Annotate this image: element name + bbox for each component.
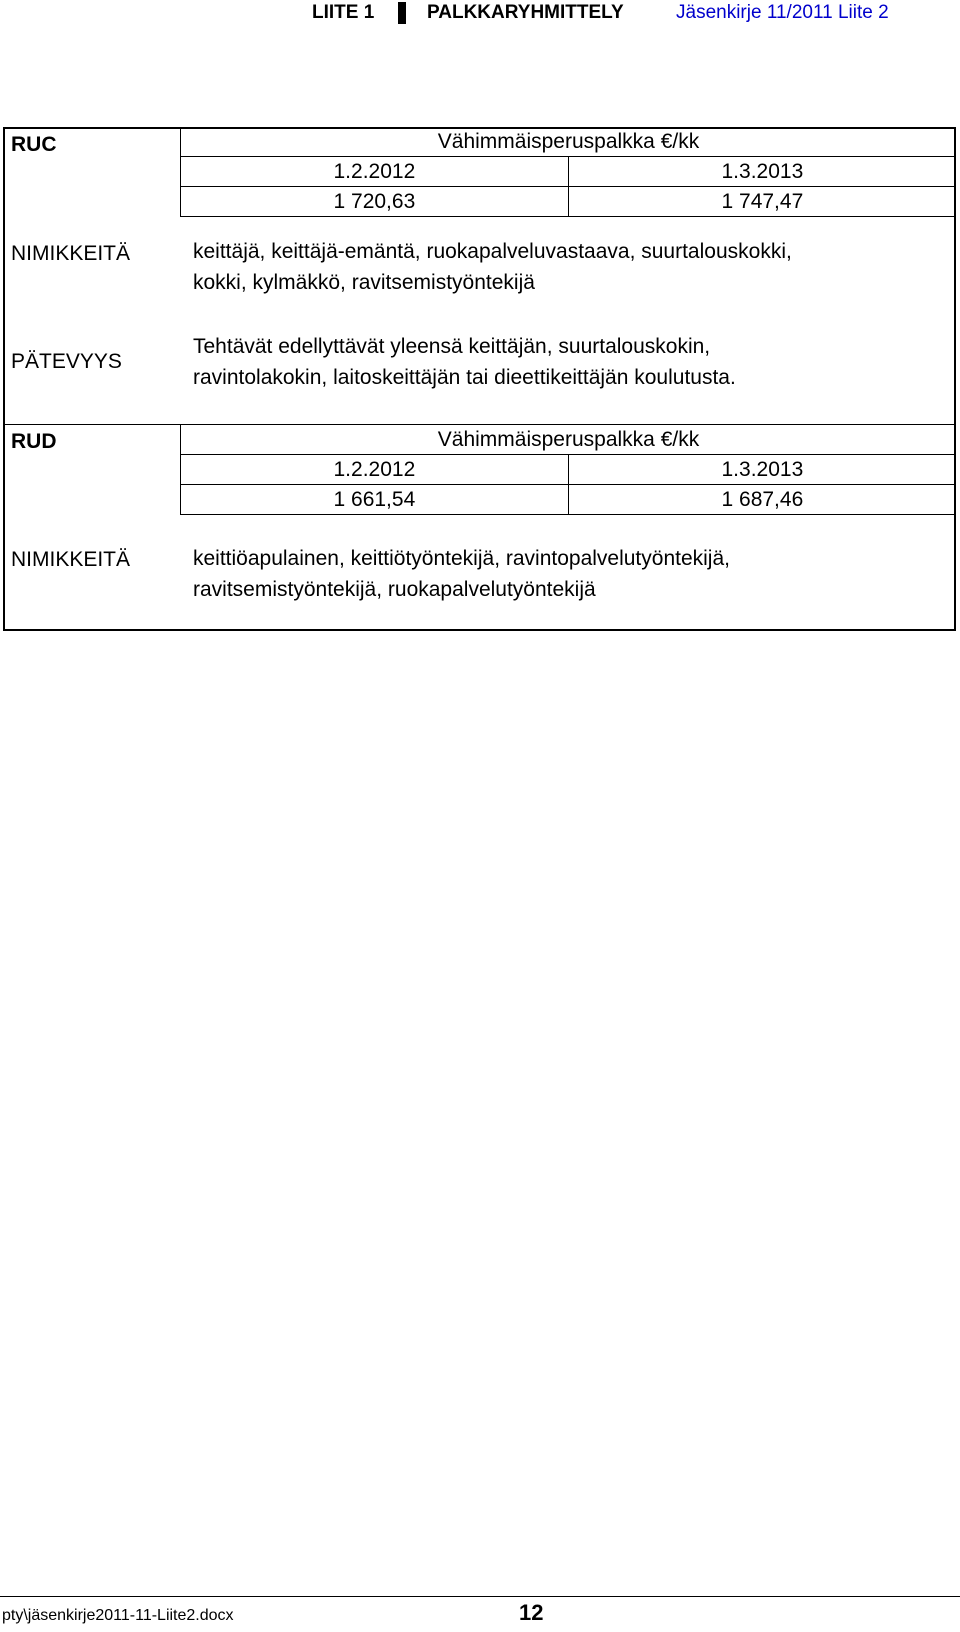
ruc-qualification-line: Tehtävät edellyttävät yleensä keittäjän, suurtalouskokin, <box>193 335 711 358</box>
ruc-code: RUC <box>11 133 57 156</box>
ruc-qualification-line: ravintolakokin, laitoskeittäjän tai dieettikeittäjän koulutusta. <box>193 366 736 389</box>
rud-salary-title: Vähimmäisperuspalkka €/kk <box>181 425 957 455</box>
ruc-date-2: 1.3.2013 <box>568 157 956 187</box>
rud-titles-label: NIMIKKEITÄ <box>11 548 131 571</box>
rud-titles-line: ravitsemistyöntekijä, ruokapalvelutyöntekijä <box>193 578 596 601</box>
ruc-titles-label: NIMIKKEITÄ <box>11 242 131 265</box>
ruc-titles-text <box>193 236 792 298</box>
ruc-qualification-label: PÄTEVYYS <box>11 350 122 373</box>
ruc-qualification-text <box>193 331 736 393</box>
rud-salary-table <box>180 424 956 515</box>
ruc-titles-line: keittäjä, keittäjä-emäntä, ruokapalveluvastaava, suurtalouskokki, <box>193 240 792 263</box>
page-header <box>0 0 960 30</box>
rud-titles-text <box>193 543 730 605</box>
ruc-titles-line: kokki, kylmäkkö, ravitsemistyöntekijä <box>193 271 535 294</box>
rud-date-2: 1.3.2013 <box>568 455 956 485</box>
rud-titles-line: keittiöapulainen, keittiötyöntekijä, ravintopalvelutyöntekijä, <box>193 547 730 570</box>
letter-reference: Jäsenkirje 11/2011 Liite 2 <box>676 2 889 23</box>
rud-amount-1: 1 661,54 <box>181 485 569 515</box>
group-title: PALKKARYHMITTELY <box>427 2 624 23</box>
footer-filename: pty\jäsenkirje2011-11-Liite2.docx <box>2 1607 234 1624</box>
ruc-amount-2: 1 747,47 <box>568 187 956 217</box>
appendix-label: LIITE 1 <box>312 2 375 23</box>
ruc-amount-1: 1 720,63 <box>181 187 569 217</box>
rud-date-1: 1.2.2012 <box>181 455 569 485</box>
rud-code: RUD <box>11 430 57 453</box>
ruc-salary-title: Vähimmäisperuspalkka €/kk <box>181 127 957 157</box>
footer-rule <box>0 1596 960 1597</box>
ruc-date-1: 1.2.2012 <box>181 157 569 187</box>
header-separator-bar <box>398 2 406 24</box>
ruc-salary-table <box>180 127 956 217</box>
page-number: 12 <box>519 1600 544 1625</box>
rud-amount-2: 1 687,46 <box>568 485 956 515</box>
